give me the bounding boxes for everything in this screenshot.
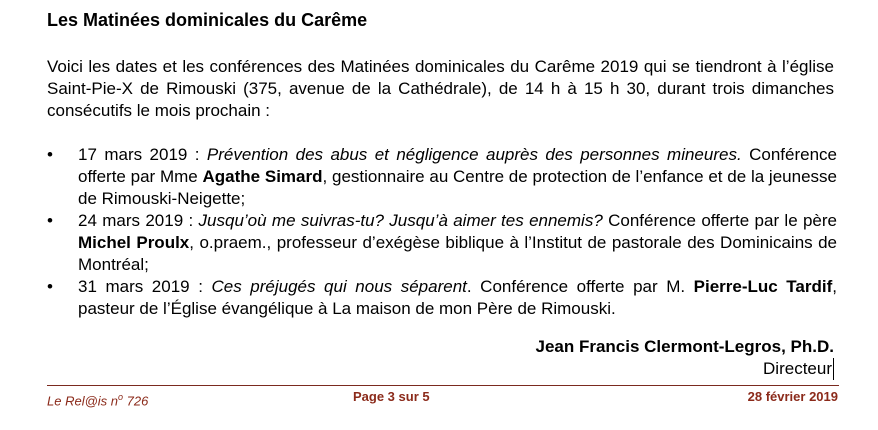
event-date: 24 mars 2019 : — [78, 211, 199, 230]
list-item — [47, 276, 837, 320]
event-title: Jusqu’où me suivras-tu? Jusqu’à aimer tes ennemis? — [198, 211, 603, 230]
event-speaker: Agathe Simard — [202, 167, 323, 186]
number-superscript: o — [118, 392, 124, 402]
signature-title: Directeur — [763, 359, 832, 378]
event-speaker: Michel Proulx — [78, 233, 190, 252]
event-date: 31 mars 2019 : — [78, 277, 212, 296]
event-text-after: , o.praem., professeur d’exégèse biblique à l’Institut de pastorale des Dominicains de Montréal; — [78, 233, 838, 274]
event-text-before: Conférence offerte par Mme — [78, 145, 837, 186]
signature-name: Jean Francis Clermont-Legros, Ph.D. — [535, 337, 834, 356]
footer-date: 28 février 2019 — [747, 389, 838, 404]
signature-block — [535, 336, 834, 380]
list-item — [47, 144, 837, 210]
event-title: Ces préjugés qui nous séparent — [211, 277, 467, 296]
intro-paragraph: Voici les dates et les conférences des Matinées dominicales du Carême 2019 qui se tiendront à l’église Saint-Pie-X de Rimouski (375, avenue de la Cathédrale), de 14 h à 15 h 30, durant trois dimanches consécutifs le mois prochain : — [47, 57, 834, 120]
section-heading: Les Matinées dominicales du Carême — [47, 10, 368, 30]
event-text-after: , pasteur de l’Église évangélique à La maison de mon Père de Rimouski. — [78, 277, 838, 318]
event-text-before: Conférence offerte par le père — [602, 211, 838, 230]
event-text-before: . Conférence offerte par M. — [466, 277, 694, 296]
event-date: 17 mars 2019 : — [78, 145, 207, 164]
footer-page-number: Page 3 sur 5 — [353, 389, 430, 404]
issue-number: 726 — [123, 393, 149, 409]
event-title: Prévention des abus et négligence auprès des personnes mineures. — [206, 145, 742, 164]
footer-divider — [47, 385, 839, 386]
list-item — [47, 210, 837, 276]
event-text-after: , gestionnaire au Centre de protection de l’enfance et de la jeunesse de Rimouski-Neigette; — [78, 167, 837, 208]
bullet-icon: • — [47, 145, 53, 164]
bullet-icon: • — [47, 277, 53, 296]
events-list — [47, 144, 837, 320]
event-speaker: Pierre-Luc Tardif — [693, 277, 833, 296]
publication-name: Le Rel@is n — [47, 393, 119, 409]
bullet-icon: • — [47, 211, 53, 230]
footer-publication — [47, 389, 148, 409]
